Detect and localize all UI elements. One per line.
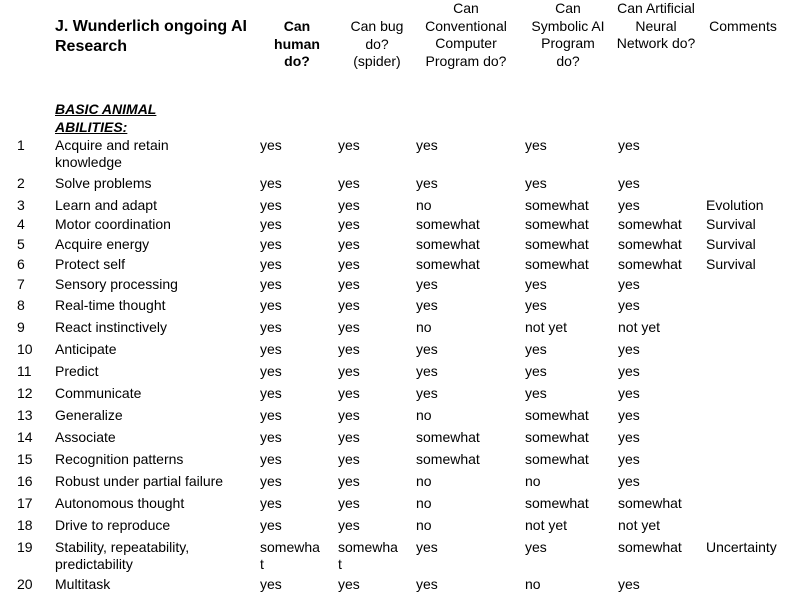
cell-col-4: somewhat — [525, 236, 589, 252]
row-number: 14 — [17, 429, 33, 445]
cell-col-2: yes — [338, 276, 360, 292]
ability-label: Motor coordination — [55, 216, 171, 232]
ability-label: Recognition patterns — [55, 451, 184, 467]
cell-col-1: yes — [260, 297, 282, 313]
ability-label: Predict — [55, 363, 99, 379]
cell-col-2: yes — [338, 137, 360, 153]
cell-col-5: yes — [618, 137, 640, 153]
cell-col-3: yes — [416, 175, 438, 191]
cell-col-6: Uncertainty — [706, 539, 777, 555]
ability-label: Acquire and retain knowledge — [55, 137, 169, 170]
cell-col-4: not yet — [525, 517, 568, 533]
cell-col-5: yes — [618, 197, 640, 213]
cell-col-4: yes — [525, 539, 547, 555]
row-number: 19 — [17, 539, 33, 555]
ability-label: React instinctively — [55, 319, 168, 335]
cell-col-3: yes — [416, 137, 438, 153]
page-title: J. Wunderlich ongoing AI Research — [55, 18, 247, 55]
cell-col-1: somewhat — [260, 539, 320, 572]
cell-col-2: yes — [338, 576, 360, 592]
cell-col-3: no — [416, 517, 432, 533]
cell-col-4: no — [525, 576, 541, 592]
cell-col-5: yes — [618, 576, 640, 592]
cell-col-4: somewhat — [525, 256, 589, 272]
cell-col-2: yes — [338, 407, 360, 423]
row-number: 4 — [17, 216, 25, 232]
column-header-3: Can Conventional Computer Program do? — [425, 0, 507, 69]
row-number: 10 — [17, 341, 33, 357]
ability-label: Generalize — [55, 407, 123, 423]
cell-col-5: yes — [618, 473, 640, 489]
cell-col-1: yes — [260, 236, 282, 252]
cell-col-2: yes — [338, 385, 360, 401]
cell-col-1: yes — [260, 256, 282, 272]
ability-label: Multitask — [55, 576, 111, 592]
cell-col-3: no — [416, 473, 432, 489]
cell-col-5: somewhat — [618, 495, 682, 511]
cell-col-4: somewhat — [525, 407, 589, 423]
section-heading: BASIC ANIMAL ABILITIES: — [55, 101, 157, 135]
cell-col-1: yes — [260, 429, 282, 445]
cell-col-1: yes — [260, 137, 282, 153]
cell-col-6: Evolution — [706, 197, 764, 213]
cell-col-2: yes — [338, 341, 360, 357]
row-number: 12 — [17, 385, 33, 401]
cell-col-5: somewhat — [618, 216, 682, 232]
cell-col-2: yes — [338, 319, 360, 335]
ability-label: Protect self — [55, 256, 126, 272]
cell-col-3: yes — [416, 276, 438, 292]
cell-col-1: yes — [260, 576, 282, 592]
cell-col-3: no — [416, 407, 432, 423]
cell-col-5: not yet — [618, 517, 661, 533]
cell-col-5: yes — [618, 297, 640, 313]
cell-col-4: no — [525, 473, 541, 489]
cell-col-1: yes — [260, 363, 282, 379]
row-number: 3 — [17, 197, 25, 213]
cell-col-3: no — [416, 197, 432, 213]
column-header-6: Comments — [709, 18, 777, 34]
cell-col-5: yes — [618, 407, 640, 423]
cell-col-5: yes — [618, 363, 640, 379]
cell-col-3: yes — [416, 297, 438, 313]
cell-col-5: yes — [618, 429, 640, 445]
cell-col-1: yes — [260, 175, 282, 191]
cell-col-2: yes — [338, 216, 360, 232]
cell-col-1: yes — [260, 407, 282, 423]
cell-col-2: yes — [338, 451, 360, 467]
column-header-2: Can bug do? (spider) — [350, 18, 404, 69]
column-header-1: Can human do? — [274, 18, 320, 69]
row-number: 9 — [17, 319, 25, 335]
cell-col-2: yes — [338, 495, 360, 511]
cell-col-4: yes — [525, 137, 547, 153]
cell-col-3: no — [416, 495, 432, 511]
cell-col-1: yes — [260, 276, 282, 292]
row-number: 7 — [17, 276, 25, 292]
ability-label: Associate — [55, 429, 116, 445]
row-number: 18 — [17, 517, 33, 533]
ability-label: Sensory processing — [55, 276, 178, 292]
cell-col-3: somewhat — [416, 236, 480, 252]
row-number: 8 — [17, 297, 25, 313]
cell-col-1: yes — [260, 495, 282, 511]
cell-col-4: somewhat — [525, 197, 589, 213]
cell-col-1: yes — [260, 385, 282, 401]
cell-col-4: yes — [525, 385, 547, 401]
cell-col-1: yes — [260, 319, 282, 335]
cell-col-2: yes — [338, 429, 360, 445]
row-number: 5 — [17, 236, 25, 252]
cell-col-1: yes — [260, 216, 282, 232]
row-number: 15 — [17, 451, 33, 467]
ability-label: Anticipate — [55, 341, 117, 357]
cell-col-1: yes — [260, 341, 282, 357]
cell-col-3: yes — [416, 363, 438, 379]
row-number: 13 — [17, 407, 33, 423]
cell-col-3: somewhat — [416, 451, 480, 467]
ability-label: Learn and adapt — [55, 197, 157, 213]
cell-col-2: yes — [338, 297, 360, 313]
cell-col-3: yes — [416, 341, 438, 357]
ability-label: Stability, repeatability, predictability — [55, 539, 190, 572]
cell-col-4: not yet — [525, 319, 568, 335]
cell-col-1: yes — [260, 473, 282, 489]
cell-col-5: yes — [618, 451, 640, 467]
cell-col-2: yes — [338, 175, 360, 191]
ability-label: Autonomous thought — [55, 495, 185, 511]
cell-col-4: somewhat — [525, 216, 589, 232]
cell-col-3: yes — [416, 385, 438, 401]
cell-col-5: yes — [618, 276, 640, 292]
row-number: 1 — [17, 137, 25, 153]
cell-col-6: Survival — [706, 216, 756, 232]
cell-col-3: yes — [416, 576, 438, 592]
cell-col-6: Survival — [706, 256, 756, 272]
cell-col-5: yes — [618, 385, 640, 401]
column-header-4: Can Symbolic AI Program do? — [531, 0, 605, 69]
cell-col-4: somewhat — [525, 451, 589, 467]
cell-col-5: somewhat — [618, 539, 682, 555]
cell-col-4: yes — [525, 363, 547, 379]
cell-col-4: somewhat — [525, 495, 589, 511]
cell-col-2: yes — [338, 517, 360, 533]
cell-col-4: yes — [525, 276, 547, 292]
ability-label: Solve problems — [55, 175, 152, 191]
cell-col-3: somewhat — [416, 429, 480, 445]
cell-col-2: yes — [338, 256, 360, 272]
cell-col-4: yes — [525, 341, 547, 357]
cell-col-4: yes — [525, 175, 547, 191]
cell-col-2: yes — [338, 236, 360, 252]
ability-label: Communicate — [55, 385, 142, 401]
ability-label: Acquire energy — [55, 236, 150, 252]
ability-label: Drive to reproduce — [55, 517, 171, 533]
column-header-5: Can Artificial Neural Network do? — [616, 0, 696, 51]
cell-col-6: Survival — [706, 236, 756, 252]
row-number: 6 — [17, 256, 25, 272]
cell-col-1: yes — [260, 197, 282, 213]
row-number: 16 — [17, 473, 33, 489]
cell-col-2: somewhat — [338, 539, 398, 572]
cell-col-1: yes — [260, 451, 282, 467]
cell-col-5: not yet — [618, 319, 661, 335]
cell-col-5: somewhat — [618, 236, 682, 252]
row-number: 17 — [17, 495, 33, 511]
cell-col-2: yes — [338, 363, 360, 379]
cell-col-5: yes — [618, 341, 640, 357]
row-number: 11 — [17, 363, 32, 379]
cell-col-3: somewhat — [416, 216, 480, 232]
cell-col-5: yes — [618, 175, 640, 191]
cell-col-2: yes — [338, 197, 360, 213]
cell-col-4: yes — [525, 297, 547, 313]
cell-col-2: yes — [338, 473, 360, 489]
ability-label: Robust under partial failure — [55, 473, 224, 489]
row-number: 2 — [17, 175, 25, 191]
cell-col-3: yes — [416, 539, 438, 555]
row-number: 20 — [17, 576, 33, 592]
cell-col-5: somewhat — [618, 256, 682, 272]
cell-col-4: somewhat — [525, 429, 589, 445]
cell-col-3: somewhat — [416, 256, 480, 272]
cell-col-1: yes — [260, 517, 282, 533]
cell-col-3: no — [416, 319, 432, 335]
ability-label: Real-time thought — [55, 297, 166, 313]
